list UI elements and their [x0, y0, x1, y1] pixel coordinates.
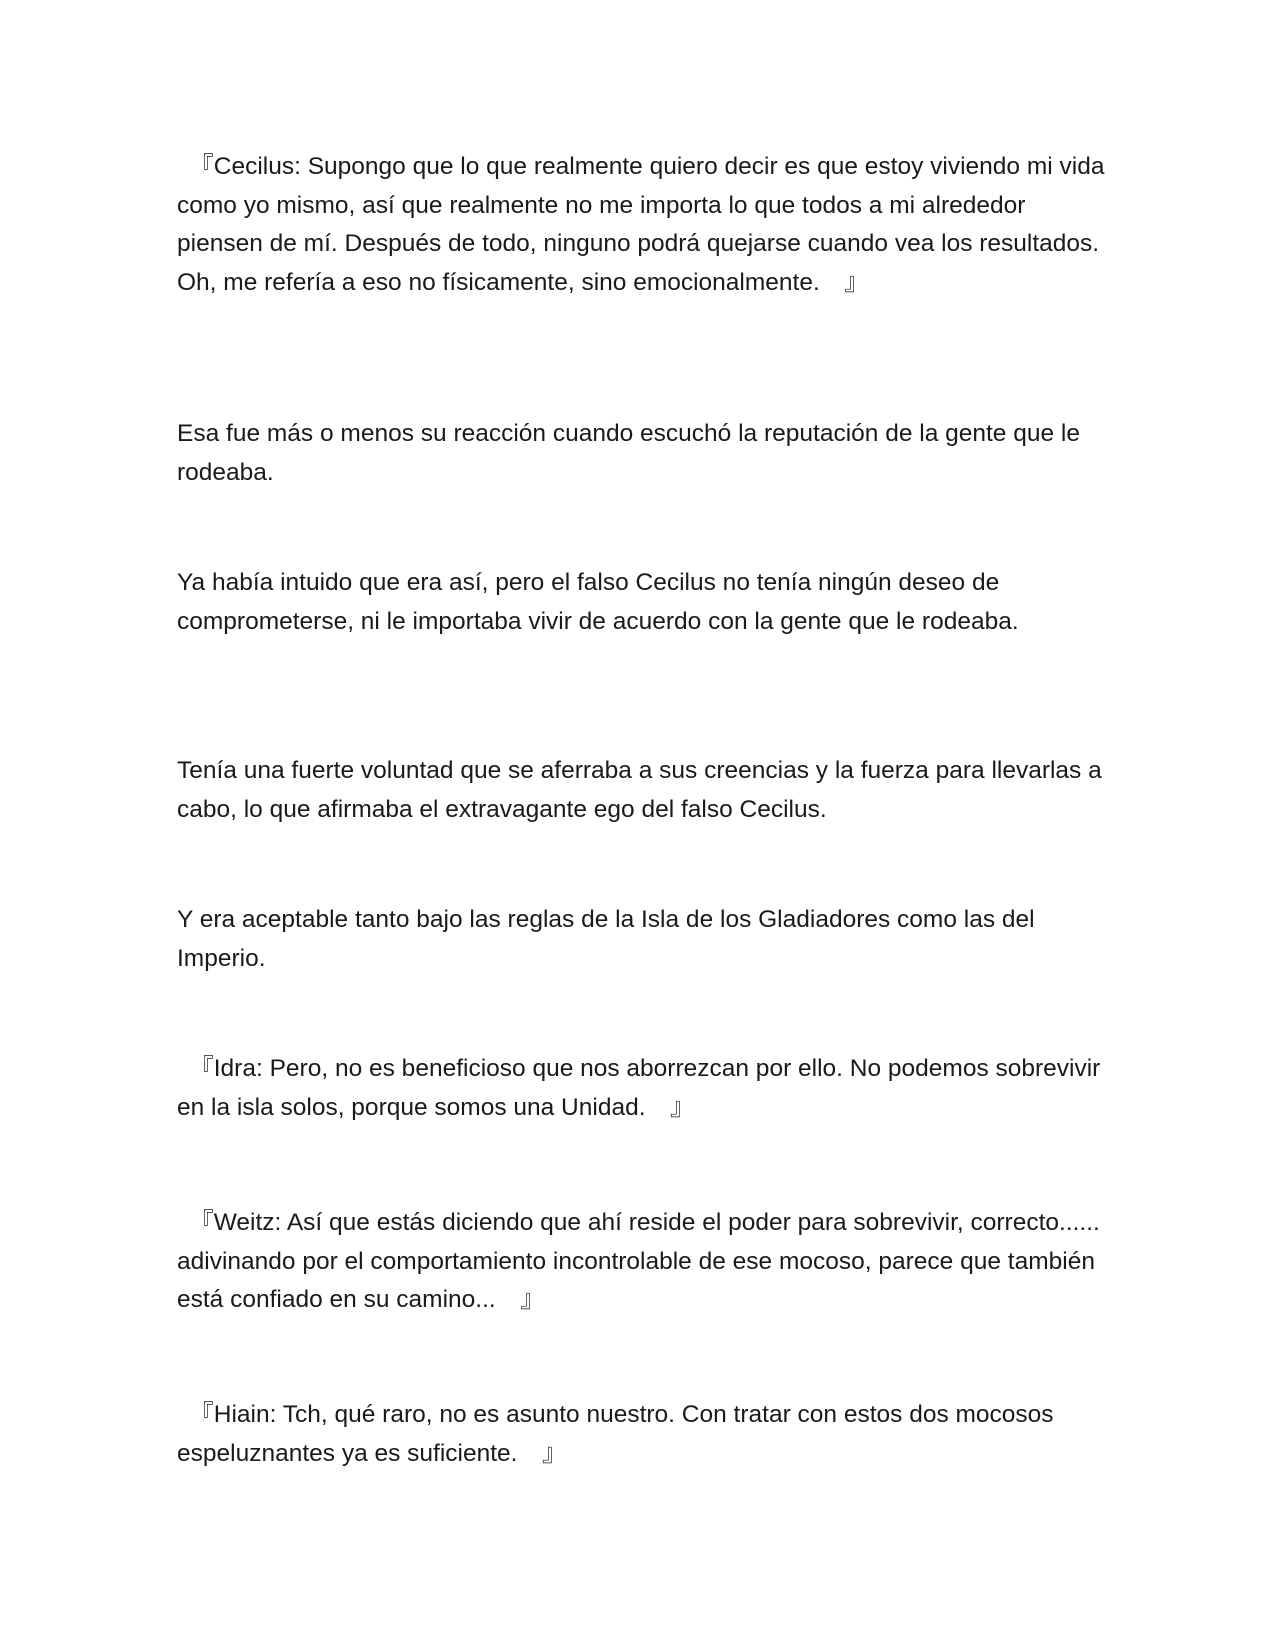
narration-paragraph: Esa fue más o menos su reacción cuando escuchó la reputación de la gente que le rodeaba. [177, 420, 1080, 486]
narration-paragraph: Tenía una fuerte voluntad que se aferraba a sus creencias y la fuerza para llevarlas a cabo, lo que afirmaba el extravagante ego del falso Cecilus. [177, 757, 1102, 823]
dialogue-idra: 『Idra: Pero, no es beneficioso que nos aborrezcan por ello. No podemos sobrevivir en la isla solos, porque somos una Unidad. 』 [177, 1055, 1101, 1121]
dialogue-weitz: 『Weitz: Así que estás diciendo que ahí reside el poder para sobrevivir, correcto...... adivinando por el comportamiento incontrolable de ese mocoso, parece que también está confiado en su camino... 』 [177, 1209, 1100, 1313]
dialogue-hiain: 『Hiain: Tch, qué raro, no es asunto nuestro. Con tratar con estos dos mocosos espeluznantes ya es suficiente. 』 [177, 1401, 1054, 1467]
dialogue-cecilus: 『Cecilus: Supongo que lo que realmente quiero decir es que estoy viviendo mi vida como yo mismo, así que realmente no me importa lo que todos a mi alrededor piensen de mí. Después de todo, ninguno podrá quejarse cuando vea los resultados. Oh, me refería a eso no físicamente, sino emocionalmente. 』 [177, 153, 1105, 296]
narration-paragraph: Ya había intuido que era así, pero el falso Cecilus no tenía ningún deseo de comprometerse, ni le importaba vivir de acuerdo con la gente que le rodeaba. [177, 569, 1019, 635]
narration-paragraph: Y era aceptable tanto bajo las reglas de la Isla de los Gladiadores como las del Imperio. [177, 906, 1035, 972]
